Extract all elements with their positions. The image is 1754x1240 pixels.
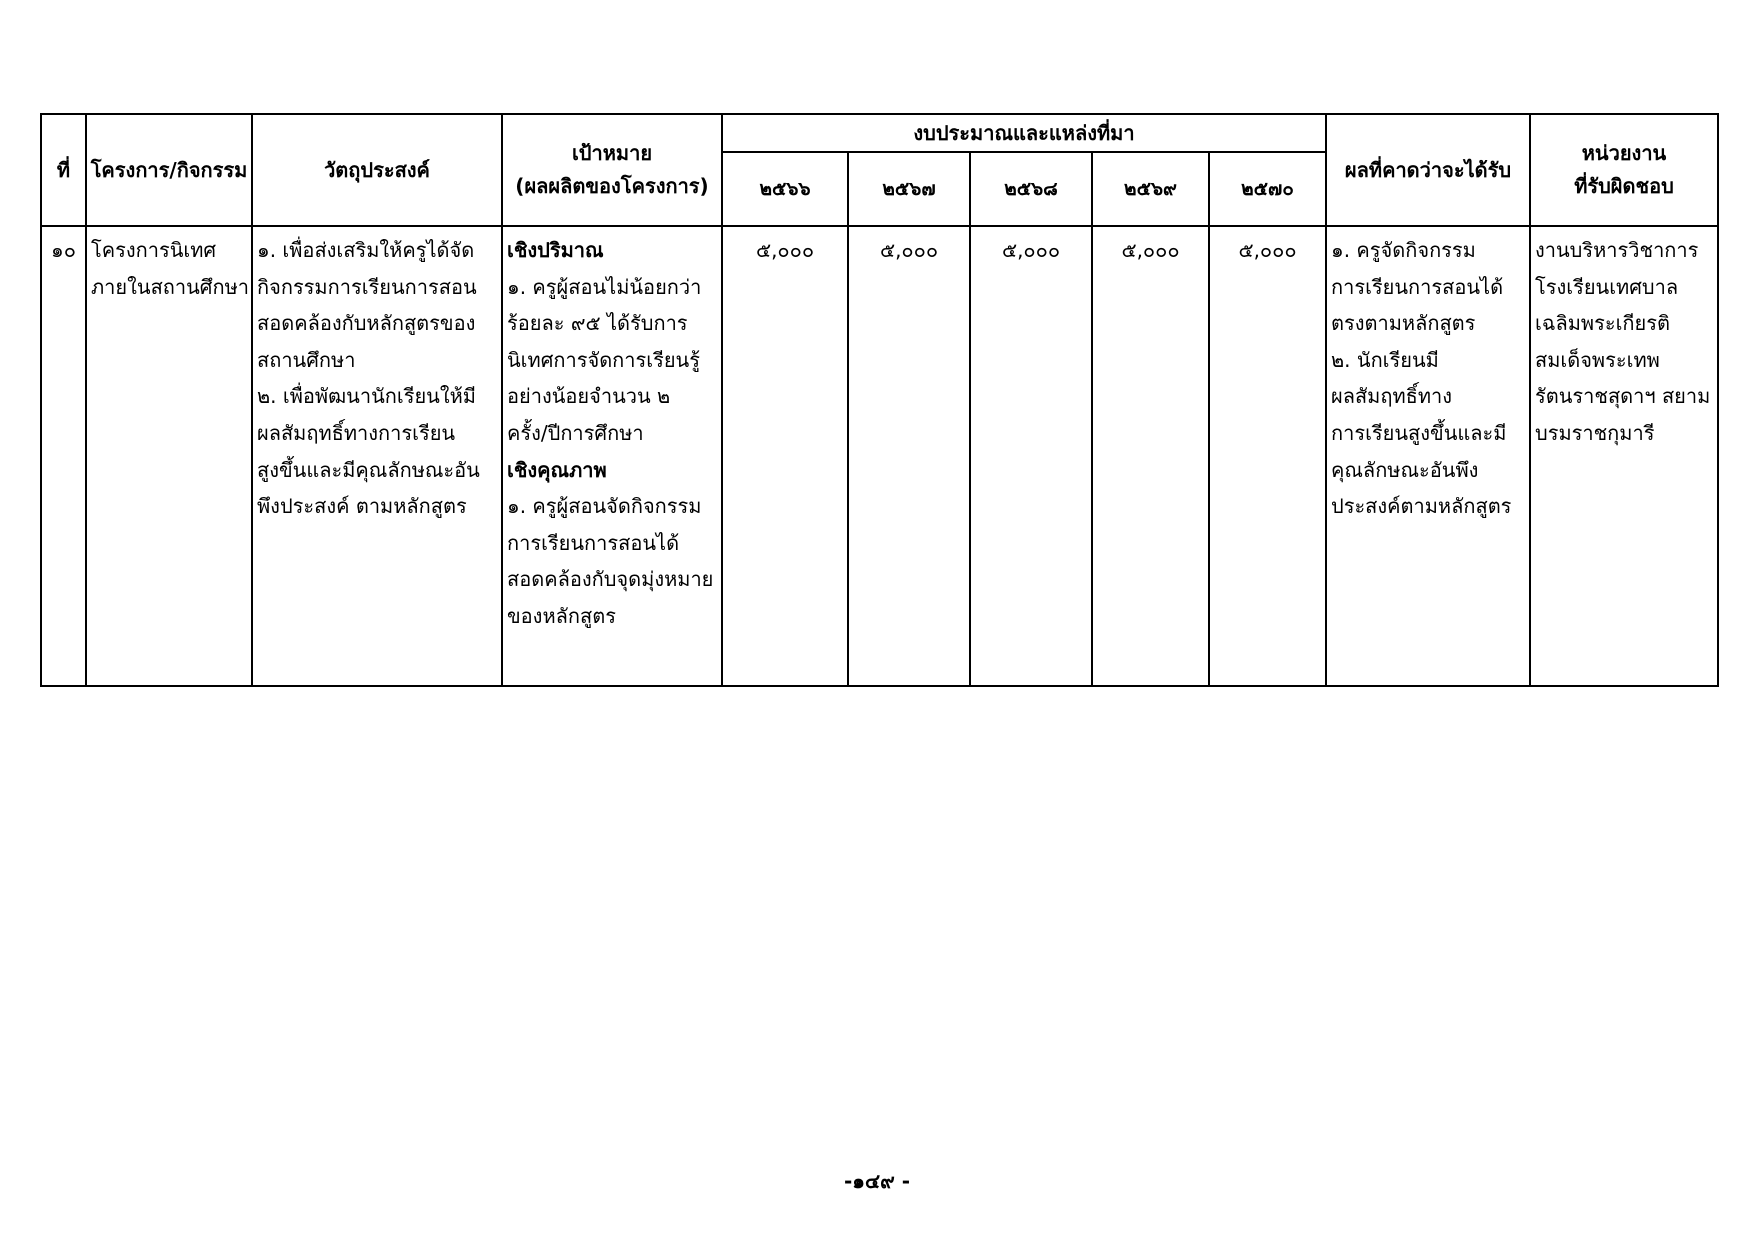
result-line: ๑. ครูจัดกิจกรรม (1331, 238, 1476, 262)
responsible-line: สมเด็จพระเทพ (1535, 347, 1660, 372)
project-plan-table (40, 113, 1719, 687)
target-line: อย่างน้อยจำนวน ๒ (507, 384, 671, 409)
target-line: ๑. ครูผู้สอนไม่น้อยกว่า (507, 274, 702, 299)
budget-2570: ๕,๐๐๐ (1209, 226, 1326, 686)
header-year-2567: ๒๕๖๗ (848, 152, 970, 226)
header-responsible-line-2: ที่รับผิดชอบ (1574, 174, 1674, 198)
target-line: ๑. ครูผู้สอนจัดกิจกรรม (507, 494, 702, 519)
target-line: ของหลักสูตร (507, 603, 616, 628)
responsible-line: รัตนราชสุดาฯ สยาม (1535, 384, 1711, 409)
row-no: ๑๐ (41, 226, 86, 686)
objective-line: กิจกรรมการเรียนการสอน (257, 274, 477, 299)
objective-line: ผลสัมฤทธิ์ทางการเรียน (257, 420, 456, 445)
header-year-2568: ๒๕๖๘ (970, 152, 1092, 226)
row-responsible (1530, 226, 1718, 686)
project-line: ภายในสถานศึกษา (91, 274, 250, 299)
header-result: ผลที่คาดว่าจะได้รับ (1326, 114, 1530, 226)
result-line: ตรงตามหลักสูตร (1331, 311, 1476, 336)
budget-2566: ๕,๐๐๐ (722, 226, 848, 686)
result-line: การเรียนสูงขึ้นและมี (1331, 420, 1507, 445)
table-row (41, 226, 1718, 686)
result-line: ประสงค์ตามหลักสูตร (1331, 494, 1512, 519)
objective-line: สูงขึ้นและมีคุณลักษณะอัน (257, 457, 480, 482)
row-target (502, 226, 722, 686)
target-quantity-heading: เชิงปริมาณ (507, 238, 604, 262)
row-project (86, 226, 252, 686)
header-year-2570: ๒๕๗๐ (1209, 152, 1326, 226)
budget-2569: ๕,๐๐๐ (1092, 226, 1209, 686)
budget-2568: ๕,๐๐๐ (970, 226, 1092, 686)
result-line: คุณลักษณะอันพึง (1331, 457, 1479, 482)
project-line: โครงการนิเทศ (91, 238, 217, 262)
header-project: โครงการ/กิจกรรม (86, 114, 252, 226)
header-target-line-1: เป้าหมาย (571, 141, 653, 165)
header-target-line-2: (ผลผลิตของโครงการ) (515, 174, 709, 198)
objective-line: สถานศึกษา (257, 347, 356, 372)
header-year-2566: ๒๕๖๖ (722, 152, 848, 226)
header-budget-group: งบประมาณและแหล่งที่มา (722, 114, 1326, 152)
target-line: การเรียนการสอนได้ (507, 530, 680, 555)
header-objective: วัตถุประสงค์ (252, 114, 502, 226)
row-result (1326, 226, 1530, 686)
target-line: ร้อยละ ๙๕ ได้รับการ (507, 311, 688, 336)
objective-line: พึงประสงค์ ตามหลักสูตร (257, 494, 467, 519)
result-line: ผลสัมฤทธิ์ทาง (1331, 384, 1453, 409)
row-objective (252, 226, 502, 686)
target-line: นิเทศการจัดการเรียนรู้ (507, 347, 700, 372)
header-year-2569: ๒๕๖๙ (1092, 152, 1209, 226)
responsible-line: บรมราชกุมารี (1535, 420, 1655, 445)
objective-line: ๑. เพื่อส่งเสริมให้ครูได้จัด (257, 238, 475, 262)
target-line: สอดคล้องกับจุดมุ่งหมาย (507, 567, 714, 592)
objective-line: ๒. เพื่อพัฒนานักเรียนให้มี (257, 384, 476, 409)
budget-2567: ๕,๐๐๐ (848, 226, 970, 686)
responsible-line: โรงเรียนเทศบาล (1535, 274, 1679, 299)
table-header (41, 114, 1718, 226)
header-no: ที่ (41, 114, 86, 226)
target-line: ครั้ง/ปีการศึกษา (507, 420, 644, 445)
result-line: การเรียนการสอนได้ (1331, 274, 1504, 299)
responsible-line: เฉลิมพระเกียรติ (1535, 311, 1670, 336)
header-target (502, 114, 722, 226)
header-responsible (1530, 114, 1718, 226)
header-responsible-line-1: หน่วยงาน (1581, 141, 1667, 165)
page-number: -๑๔๙ - (843, 1169, 911, 1193)
responsible-line: งานบริหารวิชาการ (1535, 238, 1699, 262)
target-quality-heading: เชิงคุณภาพ (507, 457, 607, 482)
objective-line: สอดคล้องกับหลักสูตรของ (257, 311, 476, 336)
result-line: ๒. นักเรียนมี (1331, 347, 1439, 372)
